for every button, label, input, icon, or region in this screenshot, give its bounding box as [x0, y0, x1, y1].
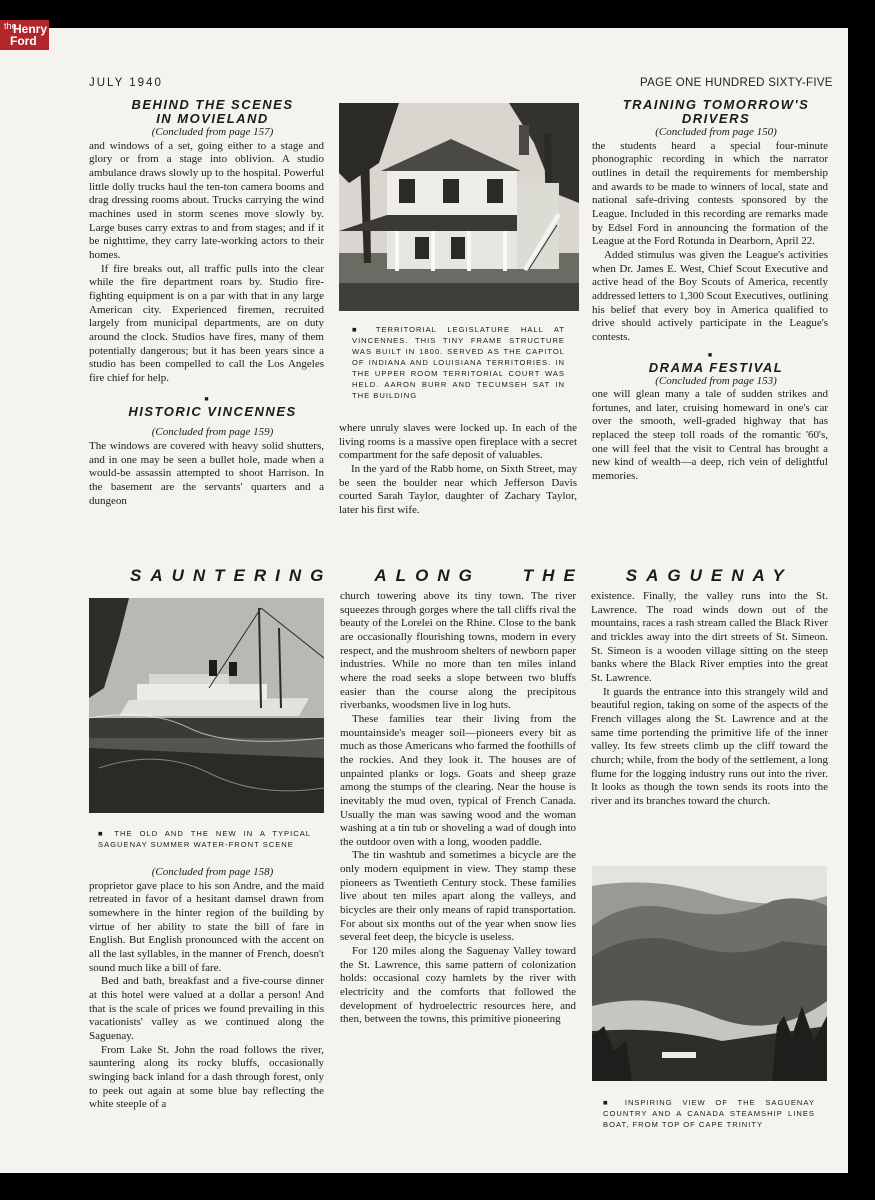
valley-illustration [592, 866, 827, 1081]
valley-photo-caption [603, 1097, 815, 1130]
bullet-icon: ■ [603, 1098, 625, 1107]
saguenay-paragraph: From Lake St. John the road follows the river, sauntering along its rocky bluffs, occasionally swinging back inland for a dash through forest, only to peek out again at some blue bay reflecting the white steeple of a [89, 1043, 324, 1111]
page-number: PAGE ONE HUNDRED SIXTY-FIVE [640, 77, 833, 89]
ship-caption-text: THE OLD AND THE NEW IN A TYPICAL SAGUENAY SUMMER WATER-FRONT SCENE [98, 829, 311, 849]
saguenay-paragraph: For 120 miles along the Saguenay Valley toward the St. Lawrence, this same pattern of colonization holds: occasional cozy hamlets by the river with electricity and the comforts that followed the development of hydroelectric resources here, and then, between the towns, this primitive pioneering [340, 945, 576, 1026]
column-left-top [89, 98, 324, 508]
saguenay-paragraph: It guards the entrance into this strangely wild and beautiful region, taking on some of the aspects of the French villages along the St. Lawrence and at the same time portending the primitive life of the inner valley. Its few streets climb up the cliff toward the church; while, from the body of the settlement, a long flume for the logging industry runs out into the river. It looks as though the town sends its roots into the river and its branches toward the church. [591, 685, 828, 807]
saguenay-column-2 [340, 590, 576, 1027]
henry-ford-logo[interactable] [0, 20, 49, 50]
vincennes-photo-caption [352, 324, 565, 401]
cape-trinity-photo [592, 866, 827, 1081]
saguenay-paragraph: The tin washtub and sometimes a bicycle are the only modern equipment in view. They stamp these pioneers as Twentieth Century stock. These families live about ten miles apart along the valleys, and bicycles are their only means of rapid transportation. For about six months out of the year when snow lies several feet deep, the bicycle is useless. [340, 849, 576, 944]
bullet-icon: ■ [352, 325, 376, 334]
movieland-title-2: IN MOVIELAND [156, 111, 269, 126]
saguenay-paragraph: existence. Finally, the valley runs into the St. Lawrence. The road winds down out of the mountains, races a rash stream called the Black River and trickles away into the dirt streets of St. Simeon. St. Simeon is a wooden village sitting on the steep banks where the Black River empties into the great St. Lawrence. [591, 590, 828, 684]
drivers-title-2: DRIVERS [681, 111, 751, 126]
banner-word: THE [522, 566, 584, 585]
column-middle-top [339, 422, 577, 518]
valley-caption-text: INSPIRING VIEW OF THE SAGUENAY COUNTRY AND A CANADA STEAMSHIP LINES BOAT, FROM TOP OF CAPE TRINITY [603, 1098, 815, 1129]
saguenay-column-1 [89, 866, 324, 1112]
drama-concluded: (Concluded from page 153) [655, 374, 777, 387]
drivers-paragraph: Added stimulus was given the League's activities when Dr. James E. West, Chief Scout Executive and active head of the Boy Scouts of America, recently addressed letters to 1,300 Scout Executives, outlining his belief that every boy in America qualified to drive should actively participate in the League's contests. [592, 248, 828, 343]
column-right-top [592, 98, 828, 484]
saguenay-column-3 [591, 590, 828, 809]
movieland-title-1: BEHIND THE SCENES [131, 97, 294, 112]
saguenay-paragraph: proprietor gave place to his son Andre, and the maid retreated in favor of a hesitant damsel drawn from somewhere in the hinter region of the building by virtue of her ability to state the bill of fare in English. But English pronounced with the accent on all the last syllables, in the manner of French, doesn't sound much like a bill of fare. [89, 879, 324, 974]
banner-word: SAUNTERING [130, 566, 333, 585]
ship-illustration [89, 598, 324, 813]
logo-the: the [4, 21, 17, 31]
drama-paragraph: one will glean many a tale of sudden strikes and fortunes, and later, cruising homeward in one's car over the smooth, well-graded highway that has replaced the steep toll roads of the romantic '60's, one will feel that the visit to Central has brought a new kind of wealth—a deep, rich vein of delightful memories. [592, 388, 828, 483]
bullet-icon: ■ [707, 350, 713, 359]
ship-photo-caption [98, 828, 311, 850]
drama-title: DRAMA FESTIVAL [648, 359, 784, 375]
house-illustration [339, 103, 579, 311]
drivers-paragraph: the students heard a special four-minute phonographic recording in which the narrator outlines in detail the requirements for membership and awards to be made to winners of local, state and national safe-driving contests sponsored by the League. Included in this recording are remarks made by Edsel Ford in announcing the formation of the League at the Ford Rotunda in Dearborn, April 22. [592, 139, 828, 248]
logo-henry: Henry [13, 22, 48, 36]
vincennes-caption-text: TERRITORIAL LEGISLATURE HALL AT VINCENNES. THIS TINY FRAME STRUCTURE WAS BUILT IN 1800. SERVED AS THE CAPITOL OF INDIANA AND LOUISIANA TERRITORIES. IN THE UPPER ROOM TERRITORIAL COURT WAS HELD. AARON BURR AND TECUMSEH SAT IN THE BUILDING [352, 325, 565, 400]
issue-date: JULY 1940 [89, 77, 163, 89]
saguenay-waterfront-photo [89, 598, 324, 813]
drivers-concluded: (Concluded from page 150) [655, 126, 777, 138]
movieland-concluded: (Concluded from page 157) [151, 126, 274, 138]
vincennes-concluded: (Concluded from page 159) [151, 426, 274, 439]
vincennes-paragraph: where unruly slaves were locked up. In each of the living rooms is a massive open fireplace with a secret compartment for the safe deposit of valuables. [339, 422, 577, 462]
logo-ford: Ford [10, 34, 37, 48]
saguenay-paragraph: church towering above its tiny town. The river squeezes through gorges where the tall cliffs rival the beauty of the Lorelei on the Rhine. Close to the bank are occasionally flourishing towns, modern in every respect, and the mushroom shelters of newborn paper industries. While no more than ten miles inland where the road seeks a slope between two bluffs easier than the course along the precipitous riverbanks, woodsmen live in log huts. [340, 590, 576, 712]
vincennes-title: HISTORIC VINCENNES [128, 404, 297, 420]
drivers-title-1: TRAINING TOMORROW'S [622, 97, 810, 112]
saguenay-paragraph: These families tear their living from the mountainside's meager soil—pioneers every bit as much as those Americans who farmed the foothills of the rockies. And they look it. The houses are of unpainted planks or logs. Goats and sheep graze among the stumps of the clearing. Near the house is inevitably the mud oven, typical of French Canada. Usually the man was sawing wood and the woman washing at a tin tub or shoveling a wad of dough into the outdoor oven with a long, wooden paddle. [340, 712, 576, 848]
saguenay-paragraph: Bed and bath, breakfast and a five-course dinner at this hotel were valued at a dollar a person! And that is the scale of prices we found prevailing in this vacationists' valley as we continued along the Saguenay. [89, 975, 324, 1042]
movieland-paragraph: If fire breaks out, all traffic pulls into the clear while the fire department roars by. Studio fire-fighting equipment is on a par with that in any large American city. Experienced firemen, recruited largely from municipal departments, are on duty around the clock. Studios have fires, many of them potentially dangerous; but it has been years since a studio has been compelled to call the Los Angeles fire chief for help. [89, 262, 324, 384]
vincennes-paragraph: In the yard of the Rabb home, on Sixth Street, may be seen the boulder near which Jefferson Davis courted Sarah Taylor, daughter of Zachary Taylor, later his first wife. [339, 462, 577, 516]
vincennes-paragraph: The windows are covered with heavy solid shutters, and in one may be seen a bullet hole, made when a would-be assassin attempted to shoot Harrison. In the basement are the servants' quarters and a dungeon [89, 440, 324, 507]
movieland-paragraph: and windows of a set, going either to a stage and glory or from a stage into oblivion. A studio ambulance draws slowly up to the hospital. Powerful little dolly trucks haul the ten-ton camera booms and drag dressing rooms about. Trucks carrying the wind machines used in storm scenes move slowly by. Large buses carry extras to and from stages; and if it be nighttime, they carry late-working actors to their homes. [89, 139, 324, 261]
bullet-icon: ■ [204, 395, 209, 404]
saguenay-banner-title [130, 566, 835, 586]
vincennes-hall-photo [339, 103, 579, 311]
banner-word: ALONG [374, 566, 481, 585]
banner-word: SAGUENAY [625, 566, 793, 585]
bullet-icon: ■ [98, 829, 115, 838]
saguenay-concluded: (Concluded from page 158) [151, 866, 274, 878]
